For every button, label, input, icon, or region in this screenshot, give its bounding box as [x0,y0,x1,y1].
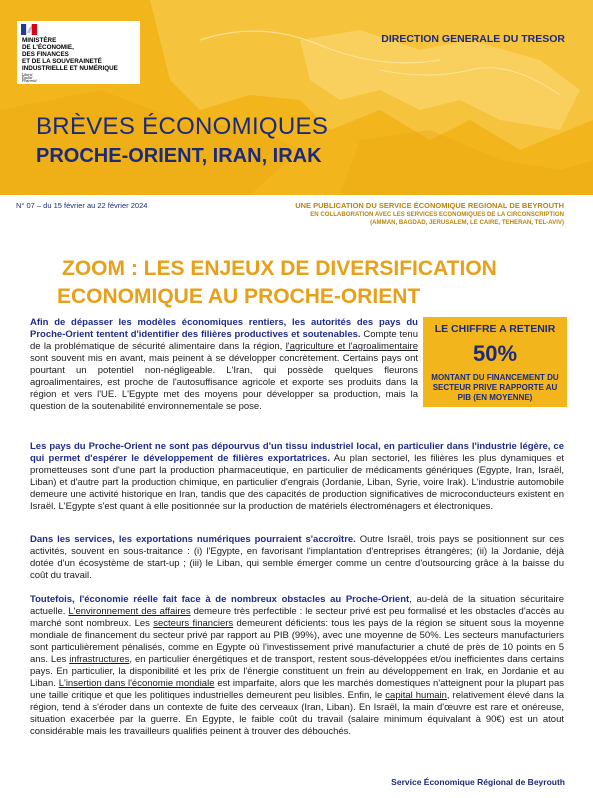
paragraph-text: Au plan sectoriel, les filières les plus dynamiques et prometteuses sont d'une part la production pharmaceutique, en particulier de médicaments génériques (Egypte, Iran, Israël, Liban) et d'autre part la production chimique, en particulier d'engrais (Jordanie, Liban, Syrie, voire Irak). L'industrie automobile demeure une activité historique en Iran, tandis que des capacités de production significatives de microconducteurs existent en Israël. L'Egypte s'est quant à elle positionnée sur la production de matériels électroménagers et électroniques. [30,453,565,512]
paragraph-text: Compte tenu de la problématique de sécurité alimentaire dans la région, [30,329,418,352]
paragraph-industry [30,441,564,513]
paragraph-text: sont souvent mis en avant, mais peinent à se développer concrètement. Certains pays ont pourtant un potentiel non-négligeable. L'Iran, qui possède quelques fleurons agroalimentaires, est proche de l'autosuffisance agricole et exporte ses produits dans la région et vers l'UE. L'Egypte met des moyens pour développer sa production, mais la question de la soutenabilité environnementale se pose. [30,353,418,412]
logo-motto-1: Liberté [22,73,33,77]
key-figure-description: MONTANT DU FINANCEMENT DU SECTEUR PRIVE RAPPORTE AU PIB (EN MOYENNE) [431,373,559,402]
logo-motto-2: Égalité [22,76,33,80]
logo-line-1: MINISTÈRE [22,37,57,44]
underlined-term: l'agriculture et l'agroalimentaire [285,341,418,352]
region-title: PROCHE-ORIENT, IRAN, IRAK [36,145,322,167]
underlined-term: infrastructures [69,654,130,665]
key-figure-value: 50% [472,341,518,366]
direction-label: DIRECTION GENERALE DU TRESOR [381,33,565,45]
logo-line-2: DE L'ÉCONOMIE, [22,44,74,51]
logo-line-3: DES FINANCES [22,51,69,58]
key-figure-box [423,317,567,407]
logo-line-5: INDUSTRIELLE ET NUMÉRIQUE [22,65,118,72]
logo-motto-3: Fraternité [22,79,37,83]
paragraph-agriculture [30,317,418,413]
publication-credits [295,201,564,227]
underlined-term: secteurs financiers [153,618,234,629]
paragraph-text: , au-delà de la situation sécuritaire actuelle. [30,594,564,617]
paragraph-obstacles [30,594,564,738]
ministry-logo [17,21,140,84]
paragraph-lead: Les pays du Proche-Orient ne sont pas dépourvus d'un tissu industriel local, en particulier dans l'industrie légère, ce qui permet d'espérer le développement de filières exportatrices. [30,441,564,464]
publication-title: BRÈVES ÉCONOMIQUES [36,113,329,140]
paragraph-text: Outre Israël, trois pays se positionnent sur ces activités, souvent en sous-traitance : (i) l'Egypte, en favorisant l'implantation d'entreprises étrangères; (ii) la Jordanie, déjà dotée d'un écosystème de start-up ; (iii) le Liban, qui semble émerger comme un centre d'outsourcing grâce à la baisse du coût du travail. [30,534,564,581]
underlined-term: capital humain [385,690,447,701]
paragraph-text: , relativement élevé dans la région, tend à s'éroder dans un contexte de fuite des cerveaux (Iran, Liban). En Israël, la main d'œuvre est rare et onéreuse, situation exacerbée par la guerre. En Egypte, le faible coût du travail (salaire minimum équivalant à 90€) est un atout considérable mais les travailleurs qualifiés peinent à trouver des débouchés. [30,690,564,737]
paragraph-text: demeurent déficients: tous les pays de la région se situent sous la moyenne mondiale de financement du secteur privé par rapport au PIB (99%), avec une moyenne de 50%. Les secteurs manufacturiers sont particulièrement pénalisés, comme en Egypte où l'investissement privé manufacturier a chuté de près de 10 points en 5 ans. Les [30,618,564,665]
paragraph-text: est imparfaite, alors que les marchés domestiques n'atteignent pour la plupart pas une taille critique et que les politiques industrielles demeurent peu lisibles. Enfin, le [30,678,564,701]
paragraph-text: demeure très perfectible : le secteur privé est peu formalisé et les obstacles d'accès au marché sont nombreux. Les [30,606,564,629]
cities-line: (AMMAN, BAGDAD, JERUSALEM, LE CAIRE, TEHERAN, TEL-AVIV) [370,219,564,226]
key-figure-title: LE CHIFFRE A RETENIR [434,323,556,335]
logo-line-4: ET DE LA SOUVERAINETÉ [22,58,102,65]
underlined-term: L'insertion dans l'économie mondiale [58,678,215,689]
footer-signature: Service Économique Régional de Beyrouth [391,777,565,787]
marianne-flag-icon [21,24,37,35]
publication-line: UNE PUBLICATION DU SERVICE ÉCONOMIQUE REGIONAL DE BEYROUTH [295,201,564,210]
zoom-heading-line-2: ECONOMIQUE AU PROCHE-ORIENT [57,285,421,308]
underlined-term: L'environnement des affaires [68,606,191,617]
issue-number: N° 07 – du 15 février au 22 février 2024 [16,201,148,210]
paragraph-text: , en particulier énergétiques et de transport, restent sous-développées et/ou inefficientes dans certains pays. En particulier, la disponibilité et les prix de l'énergie constituent un frein au développement en Irak, en Jordanie et au Liban. [30,654,564,689]
paragraph-lead: Toutefois, l'économie réelle fait face à de nombreux obstacles au Proche-Orient [30,594,410,605]
paragraph-lead: Afin de dépasser les modèles économiques rentiers, les autorités des pays du Proche-Orient tentent d'identifier des filières productives et soutenables. [30,317,418,340]
paragraph-services [30,534,564,582]
header-banner [0,0,593,195]
collaboration-line: EN COLLABORATION AVEC LES SERVICES ECONOMIQUES DE LA CIRCONSCRIPTION [310,211,564,218]
zoom-heading-line-1: ZOOM : LES ENJEUX DE DIVERSIFICATION [62,257,497,280]
paragraph-lead: Dans les services, les exportations numériques pourraient s'accroître. [30,534,356,545]
